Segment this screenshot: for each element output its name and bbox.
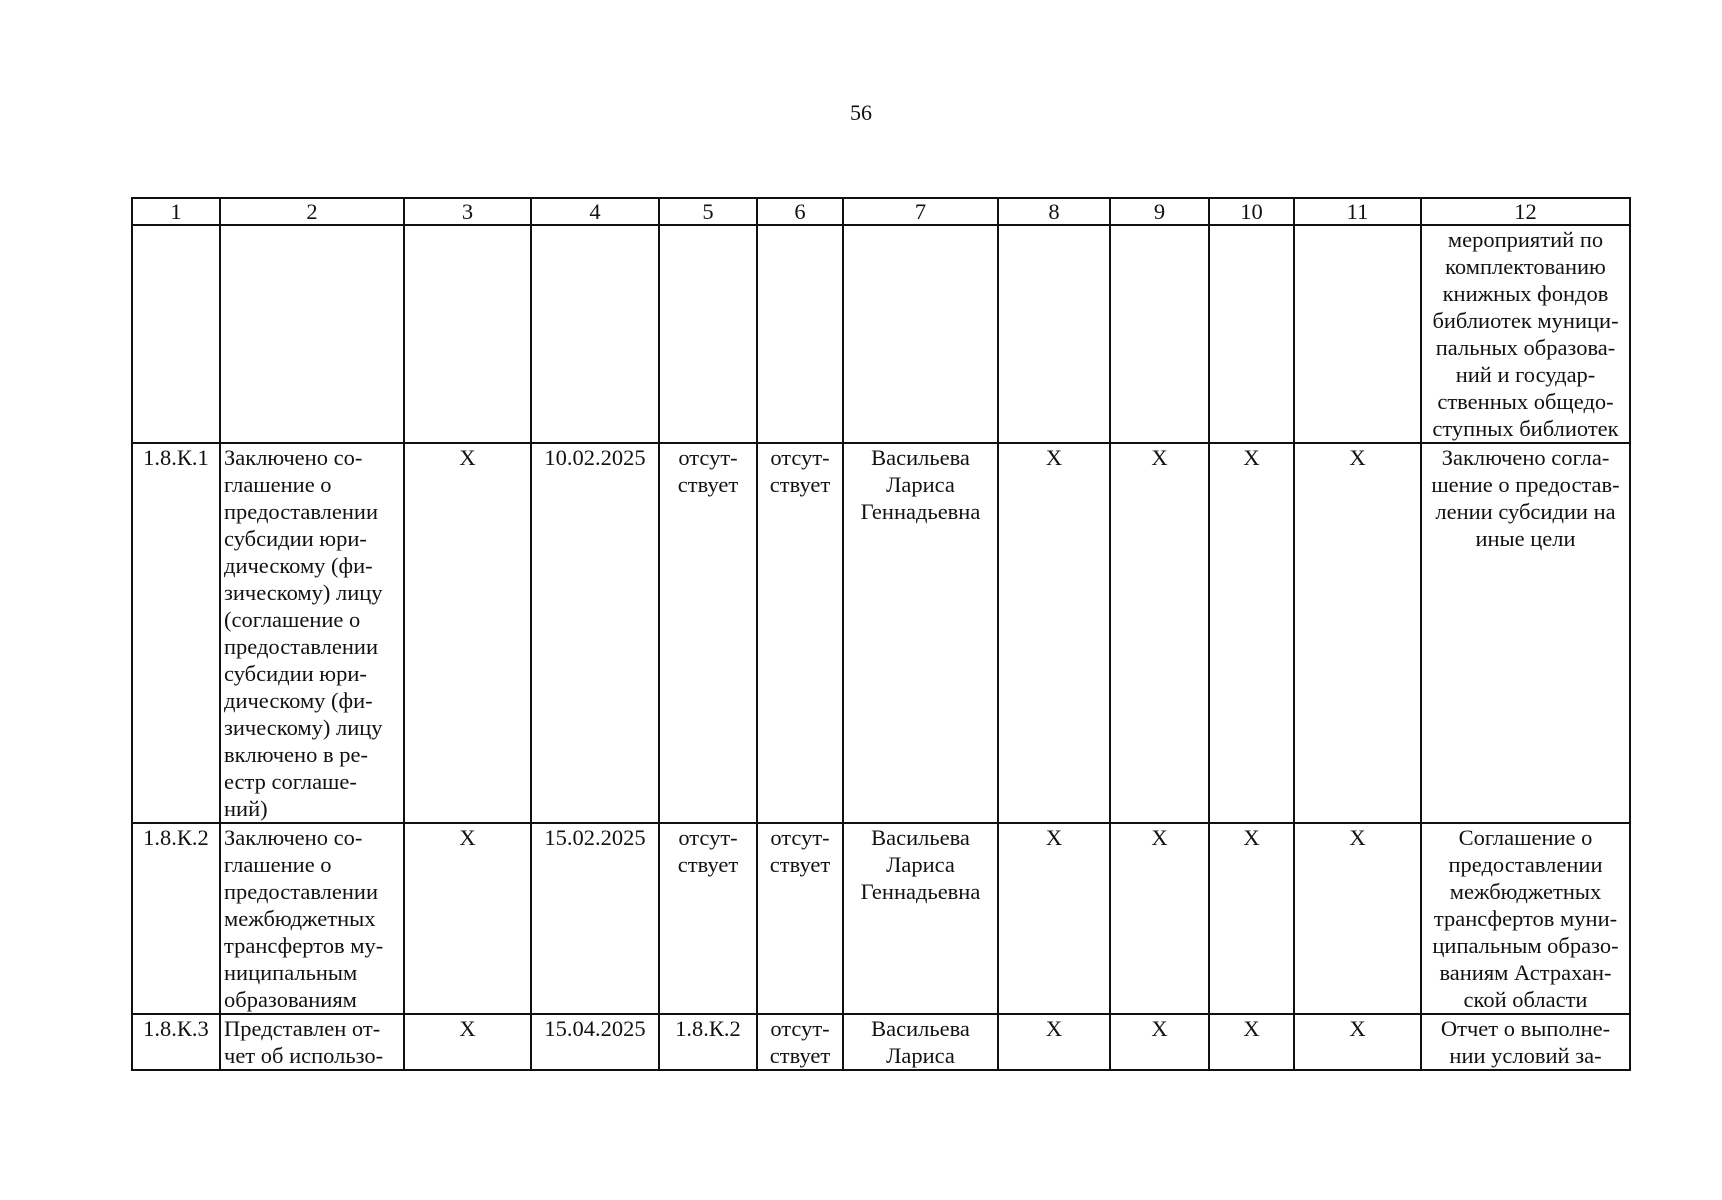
responsible-person <box>843 225 998 443</box>
cell-col8: X <box>998 823 1110 1014</box>
event-description: Заключено со- глашение о предоставлении субсидии юри- дическому (фи- зическому) лицу (соглашение о предоставлении субсидии юри- дическому (фи- зическому) лицу включено в ре- естр соглаше- ний) <box>220 443 404 823</box>
cell-col5: 1.8.К.2 <box>659 1014 757 1070</box>
column-header: 1 <box>132 198 220 225</box>
responsible-person: Васильева Лариса Геннадьевна <box>843 823 998 1014</box>
column-header: 8 <box>998 198 1110 225</box>
cell-col10: X <box>1209 443 1294 823</box>
cell-col5: отсут- ствует <box>659 443 757 823</box>
page-number: 56 <box>850 100 872 125</box>
table-row <box>132 1014 1630 1070</box>
responsible-person: Васильева Лариса <box>843 1014 998 1070</box>
cell-col11: X <box>1294 443 1421 823</box>
column-header: 2 <box>220 198 404 225</box>
cell-col5: отсут- ствует <box>659 823 757 1014</box>
row-code <box>132 225 220 443</box>
column-header: 9 <box>1110 198 1209 225</box>
cell-date: 15.04.2025 <box>531 1014 659 1070</box>
cell-col9: X <box>1110 443 1209 823</box>
column-header: 3 <box>404 198 531 225</box>
cell-col6: отсут- ствует <box>757 1014 843 1070</box>
result-document: Отчет о выполне- нии условий за- <box>1421 1014 1630 1070</box>
row-code: 1.8.К.2 <box>132 823 220 1014</box>
event-description: Заключено со- глашение о предоставлении межбюджетных трансфертов му- ниципальным образованиям <box>220 823 404 1014</box>
event-description <box>220 225 404 443</box>
cell-col9: X <box>1110 1014 1209 1070</box>
cell-col8: X <box>998 1014 1110 1070</box>
cell-col3 <box>404 225 531 443</box>
cell-date: 15.02.2025 <box>531 823 659 1014</box>
table-row <box>132 443 1630 823</box>
column-header: 12 <box>1421 198 1630 225</box>
event-description: Представлен от- чет об использо- <box>220 1014 404 1070</box>
column-header: 6 <box>757 198 843 225</box>
column-numbers-row <box>132 198 1630 225</box>
cell-col8: X <box>998 443 1110 823</box>
table-row <box>132 823 1630 1014</box>
responsible-person: Васильева Лариса Геннадьевна <box>843 443 998 823</box>
row-code: 1.8.К.1 <box>132 443 220 823</box>
cell-col11: X <box>1294 823 1421 1014</box>
cell-date: 10.02.2025 <box>531 443 659 823</box>
result-document: Соглашение о предоставлении межбюджетных трансфертов муни- ципальным образо- ваниям Астрахан- ской области <box>1421 823 1630 1014</box>
plan-table <box>131 197 1631 1071</box>
cell-col11 <box>1294 225 1421 443</box>
table-row <box>132 225 1630 443</box>
cell-col11: X <box>1294 1014 1421 1070</box>
cell-date <box>531 225 659 443</box>
column-header: 7 <box>843 198 998 225</box>
cell-col10: X <box>1209 1014 1294 1070</box>
cell-col6: отсут- ствует <box>757 823 843 1014</box>
cell-col5 <box>659 225 757 443</box>
cell-col3: X <box>404 1014 531 1070</box>
cell-col3: X <box>404 443 531 823</box>
column-header: 10 <box>1209 198 1294 225</box>
cell-col3: X <box>404 823 531 1014</box>
cell-col9: X <box>1110 823 1209 1014</box>
cell-col6: отсут- ствует <box>757 443 843 823</box>
row-code: 1.8.К.3 <box>132 1014 220 1070</box>
cell-col9 <box>1110 225 1209 443</box>
column-header: 11 <box>1294 198 1421 225</box>
cell-col10 <box>1209 225 1294 443</box>
result-document: мероприятий по комплектованию книжных фондов библиотек муници- пальных образова- ний и государ- ственных общедо- ступных библиотек <box>1421 225 1630 443</box>
cell-col10: X <box>1209 823 1294 1014</box>
column-header: 4 <box>531 198 659 225</box>
result-document: Заключено согла- шение о предостав- лении субсидии на иные цели <box>1421 443 1630 823</box>
cell-col8 <box>998 225 1110 443</box>
column-header: 5 <box>659 198 757 225</box>
cell-col6 <box>757 225 843 443</box>
